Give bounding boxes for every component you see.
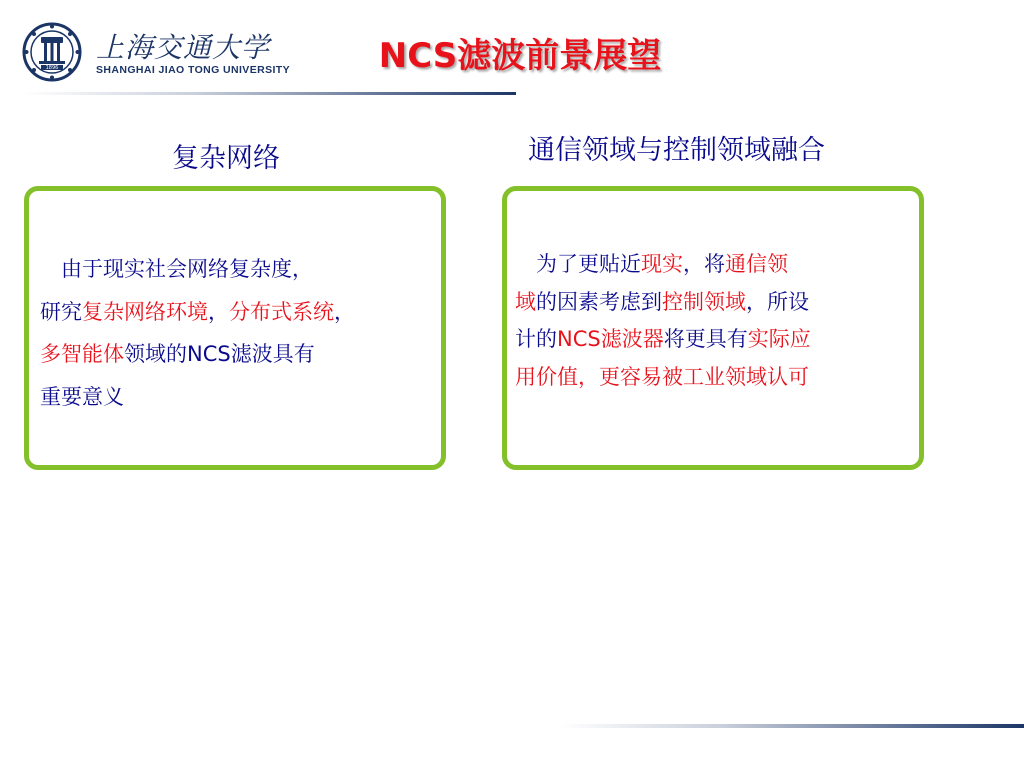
highlight-text: 用价值，更容易被工业领域认可 xyxy=(515,364,809,389)
highlight-text: 域 xyxy=(515,289,536,314)
left-heading: 复杂网络 xyxy=(172,143,280,174)
footer-divider xyxy=(560,724,1024,728)
body-text: 为了更贴近 xyxy=(515,252,641,276)
university-seal-icon xyxy=(22,22,82,82)
highlight-text: 分布式系统 xyxy=(229,299,334,324)
text-line xyxy=(515,321,811,359)
highlight-text: 复杂网络环境 xyxy=(82,299,208,324)
body-text: 计的 xyxy=(515,327,557,351)
left-content-text xyxy=(40,248,355,418)
body-text: 领域的NCS滤波具有 xyxy=(124,342,315,366)
body-text: 研究 xyxy=(40,299,82,324)
body-text: ， xyxy=(208,299,229,324)
highlight-text: 通信领 xyxy=(725,252,788,276)
logo-english-name: SHANGHAI JIAO TONG UNIVERSITY xyxy=(96,64,291,76)
highlight-text: 实际应 xyxy=(747,327,811,351)
body-text: ， xyxy=(334,299,355,324)
highlight-text: 控制领域 xyxy=(662,289,746,314)
text-line xyxy=(515,246,811,284)
logo-year: 1896 xyxy=(45,65,59,72)
text-line xyxy=(40,248,355,291)
text-line xyxy=(40,333,355,376)
slide-title: NCS滤波前景展望 xyxy=(378,36,662,76)
right-heading: 通信领域与控制领域融合 xyxy=(528,135,825,166)
text-line xyxy=(515,359,811,397)
body-text: ，所设 xyxy=(746,289,809,314)
text-line xyxy=(40,376,355,419)
body-text: 由于现实社会网络复杂度， xyxy=(40,257,313,281)
text-line xyxy=(515,284,811,322)
university-logo xyxy=(22,22,291,82)
body-text: 将更具有 xyxy=(663,327,748,351)
right-content-text xyxy=(515,246,811,396)
highlight-text: 现实 xyxy=(641,252,683,276)
title-divider xyxy=(22,92,516,95)
body-text: 的因素考虑到 xyxy=(536,289,662,314)
body-text: 重要意义 xyxy=(40,384,124,409)
body-text: ，将 xyxy=(683,252,725,276)
highlight-text: 多智能体 xyxy=(40,342,124,366)
text-line xyxy=(40,291,355,334)
highlight-text: NCS滤波器 xyxy=(557,327,664,351)
logo-chinese-name: 上海交通大学 xyxy=(96,31,271,64)
